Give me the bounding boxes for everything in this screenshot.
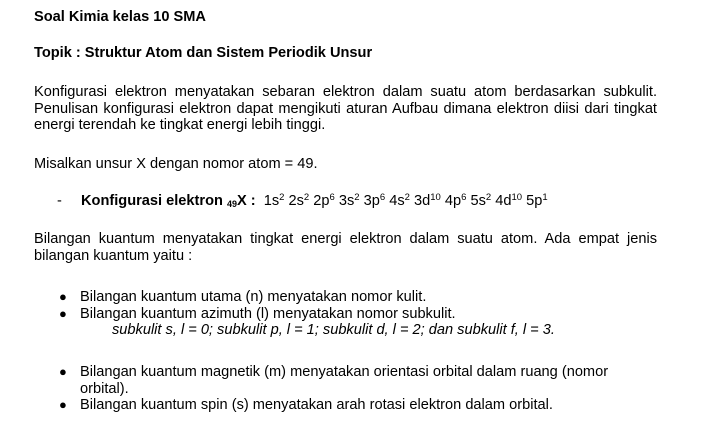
orbital-term	[495, 193, 522, 209]
bullet-icon: ●	[59, 397, 67, 412]
orbital-electron-count: 10	[430, 192, 441, 203]
orbital-name: 3s	[338, 193, 355, 209]
orbital-term	[313, 193, 335, 209]
orbital-term	[526, 193, 548, 209]
list-item	[0, 364, 658, 397]
orbital-electron-count: 6	[461, 192, 467, 203]
orbital-electron-count: 2	[485, 192, 492, 203]
paragraph-element-x: Misalkan unsur X dengan nomor atom = 49.	[34, 156, 318, 172]
orbital-name: 4s	[389, 193, 405, 209]
orbital-electron-count: 6	[329, 192, 335, 203]
paragraph-electron-configuration: Konfigurasi elektron menyatakan sebaran elektron dalam suatu atom berdasarkan subkulit. Penulisan konfigurasi elektron dapat mengikuti aturan Aufbau dimana elektron diisi dari tingkat energi terendah ke tingkat energi lebih tinggi.	[34, 84, 657, 133]
element-symbol: X :	[236, 193, 256, 209]
orbital-name: 3p	[363, 193, 380, 209]
orbital-name: 5p	[526, 193, 543, 209]
orbital-name: 2p	[313, 193, 330, 209]
orbital-electron-count: 1	[542, 192, 548, 203]
orbital-term	[264, 193, 285, 209]
list-item	[0, 289, 658, 306]
atomic-number-subscript: 49	[226, 199, 237, 209]
list-item-text: Bilangan kuantum utama (n) menyatakan nomor kulit.	[80, 289, 427, 305]
configuration-label: Konfigurasi elektron	[81, 193, 223, 209]
paragraph-quantum-numbers: Bilangan kuantum menyatakan tingkat energi elektron dalam suatu atom. Ada empat jenis bilangan kuantum yaitu :	[34, 231, 657, 264]
list-item	[0, 306, 658, 339]
bullet-icon: ●	[59, 364, 67, 379]
orbital-term	[389, 193, 410, 209]
orbital-term	[364, 193, 386, 209]
quantum-number-list	[0, 289, 658, 339]
orbital-electron-count: 2	[354, 192, 360, 203]
orbital-electron-count: 2	[279, 192, 285, 203]
orbital-name: 2s	[288, 193, 304, 209]
topic-heading: Topik : Struktur Atom dan Sistem Periodik Unsur	[34, 45, 373, 61]
list-item-text: Bilangan kuantum azimuth (l) menyatakan nomor subkulit.	[80, 305, 456, 322]
orbital-electron-count: 10	[511, 192, 523, 203]
list-item-text: Bilangan kuantum spin (s) menyatakan arah rotasi elektron dalam orbital.	[80, 397, 553, 413]
orbital-name: 3d	[414, 193, 431, 209]
configuration-value	[264, 193, 548, 209]
document-title: Soal Kimia kelas 10 SMA	[34, 9, 206, 25]
electron-configuration-line	[57, 193, 548, 213]
orbital-electron-count: 6	[379, 192, 386, 203]
orbital-term	[445, 193, 467, 209]
orbital-name: 5s	[470, 193, 486, 209]
subshell-note: subkulit s, l = 0; subkulit p, l = 1; subkulit d, l = 2; dan subkulit f, l = 3.	[112, 322, 555, 338]
orbital-term	[414, 193, 441, 209]
orbital-electron-count: 2	[303, 192, 310, 203]
orbital-electron-count: 2	[404, 192, 410, 203]
orbital-term	[288, 193, 309, 209]
orbital-term	[470, 193, 491, 209]
list-item	[0, 397, 658, 414]
bullet-icon: ●	[59, 305, 67, 321]
dash-marker: -	[57, 193, 62, 209]
orbital-name: 4d	[495, 193, 512, 209]
list-item-text: Bilangan kuantum magnetik (m) menyatakan orientasi orbital dalam ruang (nomor orbital).	[80, 364, 609, 397]
orbital-name: 4p	[444, 193, 462, 209]
orbital-term	[339, 193, 360, 209]
bullet-icon: ●	[59, 289, 67, 304]
quantum-number-list-continued	[0, 364, 658, 414]
orbital-name: 1s	[263, 193, 280, 209]
